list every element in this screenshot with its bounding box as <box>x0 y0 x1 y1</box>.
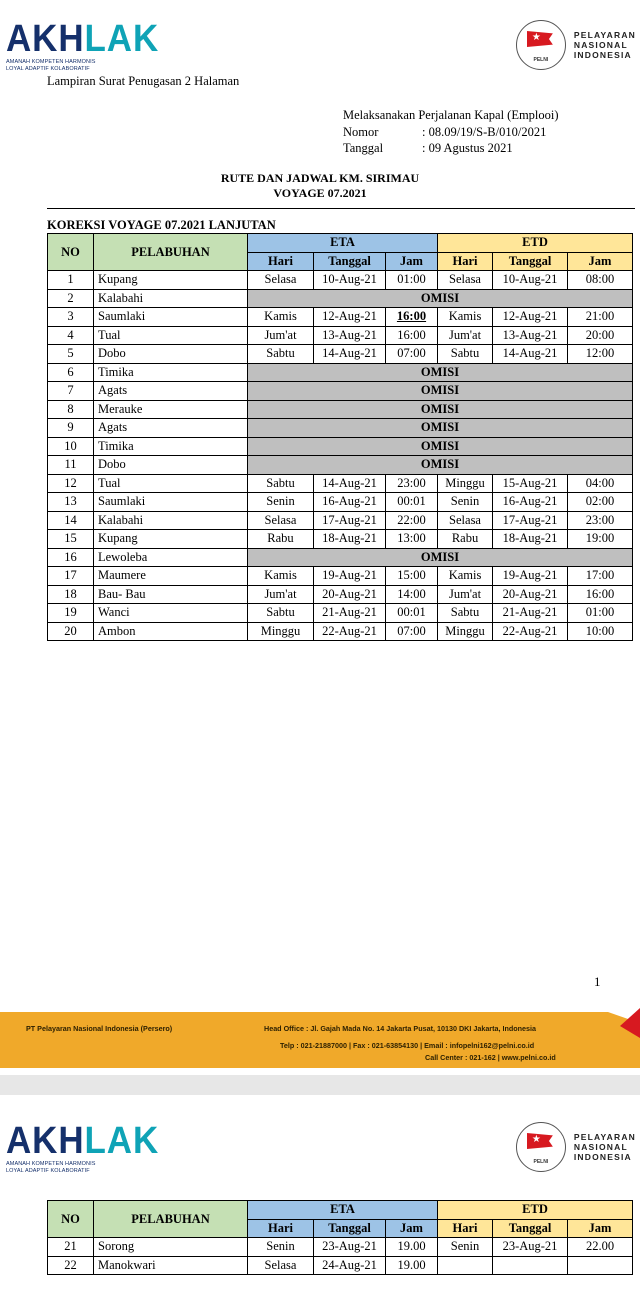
eta-hari: Senin <box>248 1238 314 1257</box>
etd-header: ETD <box>438 1201 633 1220</box>
footer-head-office: Head Office : Jl. Gajah Mada No. 14 Jakarta Pusat, 10130 DKI Jakarta, Indonesia <box>264 1024 537 1033</box>
row-port: Timika <box>94 437 248 456</box>
tanggal-value: : 09 Agustus 2021 <box>422 141 513 155</box>
table-row <box>48 326 633 345</box>
etd-hari: Minggu <box>438 622 493 641</box>
eta-tanggal: 14-Aug-21 <box>314 474 386 493</box>
etd-hari: Rabu <box>438 530 493 549</box>
eta-tanggal-header: Tanggal <box>314 252 386 271</box>
eta-tanggal: 12-Aug-21 <box>314 308 386 327</box>
title-voyage: VOYAGE 07.2021 <box>273 186 367 200</box>
eta-hari: Senin <box>248 493 314 512</box>
row-port: Dobo <box>94 456 248 475</box>
table-row <box>48 585 633 604</box>
eta-tanggal-header: Tanggal <box>314 1219 386 1238</box>
row-no: 7 <box>48 382 94 401</box>
table-row <box>48 308 633 327</box>
eta-tanggal: 10-Aug-21 <box>314 271 386 290</box>
eta-hari: Selasa <box>248 1256 314 1275</box>
etd-hari: Selasa <box>438 271 493 290</box>
divider <box>47 208 635 209</box>
eta-tanggal: 13-Aug-21 <box>314 326 386 345</box>
row-port: Kupang <box>94 271 248 290</box>
row-port: Kupang <box>94 530 248 549</box>
etd-tanggal <box>493 1256 568 1275</box>
table-row <box>48 493 633 512</box>
etd-hari-header: Hari <box>438 252 493 271</box>
eta-hari: Jum'at <box>248 326 314 345</box>
eta-jam-header: Jam <box>386 252 438 271</box>
nomor-label: Nomor <box>343 124 379 139</box>
etd-jam: 22.00 <box>568 1238 633 1257</box>
nomor-value: : 08.09/19/S-B/010/2021 <box>422 124 547 139</box>
etd-jam: 10:00 <box>568 622 633 641</box>
row-no: 5 <box>48 345 94 364</box>
eta-hari: Sabtu <box>248 345 314 364</box>
eta-tanggal: 23-Aug-21 <box>314 1238 386 1257</box>
eta-jam: 19.00 <box>386 1238 438 1257</box>
eta-jam: 22:00 <box>386 511 438 530</box>
row-no: 20 <box>48 622 94 641</box>
akhlak-subtitle-2: LOYAL ADAPTIF KOLABORATIF <box>6 1168 90 1174</box>
eta-tanggal: 16-Aug-21 <box>314 493 386 512</box>
page-number: 1 <box>594 974 601 989</box>
etd-jam: 04:00 <box>568 474 633 493</box>
etd-jam: 02:00 <box>568 493 633 512</box>
pelni-logo <box>516 20 636 70</box>
eta-jam: 01:00 <box>386 271 438 290</box>
eta-hari: Kamis <box>248 308 314 327</box>
etd-jam: 17:00 <box>568 567 633 586</box>
footer-contact: Telp : 021-21887000 | Fax : 021-63854130 | Email : infopelni162@pelni.co.id <box>280 1041 535 1050</box>
eta-jam-emphasis: 16:00 <box>396 309 427 324</box>
row-port: Agats <box>94 419 248 438</box>
etd-tanggal: 15-Aug-21 <box>493 474 568 493</box>
row-no: 9 <box>48 419 94 438</box>
etd-tanggal: 22-Aug-21 <box>493 622 568 641</box>
row-no: 4 <box>48 326 94 345</box>
akhlak-subtitle-1: AMANAH KOMPETEN HARMONIS <box>6 59 96 65</box>
etd-hari: Kamis <box>438 308 493 327</box>
row-port: Dobo <box>94 345 248 364</box>
footer-call-center: Call Center : 021-162 | www.pelni.co.id <box>425 1053 556 1062</box>
etd-jam-header: Jam <box>568 252 633 271</box>
eta-hari: Jum'at <box>248 585 314 604</box>
eta-jam: 07:00 <box>386 345 438 364</box>
row-no: 2 <box>48 289 94 308</box>
letter-meta <box>343 107 559 157</box>
document-page-2 <box>0 1095 640 1315</box>
etd-jam: 23:00 <box>568 511 633 530</box>
table-row <box>48 363 633 382</box>
omisi-cell: OMISI <box>248 289 633 308</box>
table-row <box>48 456 633 475</box>
etd-hari: Senin <box>438 493 493 512</box>
pelni-emblem-icon: ★ PELNI <box>516 20 566 70</box>
document-title <box>0 171 640 201</box>
eta-header: ETA <box>248 1201 438 1220</box>
etd-tanggal: 21-Aug-21 <box>493 604 568 623</box>
tanggal-label: Tanggal <box>343 141 384 155</box>
eta-hari: Minggu <box>248 622 314 641</box>
row-port: Maumere <box>94 567 248 586</box>
etd-jam: 19:00 <box>568 530 633 549</box>
eta-header: ETA <box>248 234 438 253</box>
row-no: 15 <box>48 530 94 549</box>
row-no: 19 <box>48 604 94 623</box>
etd-hari: Jum'at <box>438 585 493 604</box>
omisi-cell: OMISI <box>248 419 633 438</box>
eta-hari: Sabtu <box>248 474 314 493</box>
eta-jam: 15:00 <box>386 567 438 586</box>
eta-jam: 19.00 <box>386 1256 438 1275</box>
row-port: Saumlaki <box>94 493 248 512</box>
table-row <box>48 474 633 493</box>
col-no-header: NO <box>48 234 94 271</box>
omisi-cell: OMISI <box>248 400 633 419</box>
omisi-cell: OMISI <box>248 548 633 567</box>
eta-hari: Kamis <box>248 567 314 586</box>
eta-hari: Rabu <box>248 530 314 549</box>
etd-tanggal: 12-Aug-21 <box>493 308 568 327</box>
table-row <box>48 345 633 364</box>
etd-hari <box>438 1256 493 1275</box>
row-no: 10 <box>48 437 94 456</box>
eta-hari: Selasa <box>248 271 314 290</box>
table-row <box>48 1238 633 1257</box>
row-no: 6 <box>48 363 94 382</box>
row-no: 8 <box>48 400 94 419</box>
akhlak-subtitle-1: AMANAH KOMPETEN HARMONIS <box>6 1161 96 1167</box>
eta-tanggal: 19-Aug-21 <box>314 567 386 586</box>
koreksi-heading: KOREKSI VOYAGE 07.2021 LANJUTAN <box>47 218 276 232</box>
table-row <box>48 548 633 567</box>
table-row <box>48 530 633 549</box>
etd-hari: Sabtu <box>438 604 493 623</box>
omisi-cell: OMISI <box>248 437 633 456</box>
meta-title: Melaksanakan Perjalanan Kapal (Emplooi) <box>343 108 559 122</box>
eta-jam <box>386 308 438 327</box>
table-row <box>48 271 633 290</box>
eta-jam: 13:00 <box>386 530 438 549</box>
title-route: RUTE DAN JADWAL KM. SIRIMAU <box>220 171 420 185</box>
table-row <box>48 419 633 438</box>
eta-tanggal: 17-Aug-21 <box>314 511 386 530</box>
etd-jam: 21:00 <box>568 308 633 327</box>
row-no: 3 <box>48 308 94 327</box>
etd-hari: Selasa <box>438 511 493 530</box>
eta-jam: 07:00 <box>386 622 438 641</box>
schedule-table-continued <box>47 1200 633 1275</box>
eta-hari-header: Hari <box>248 252 314 271</box>
omisi-cell: OMISI <box>248 382 633 401</box>
eta-tanggal: 22-Aug-21 <box>314 622 386 641</box>
eta-tanggal: 21-Aug-21 <box>314 604 386 623</box>
eta-tanggal: 20-Aug-21 <box>314 585 386 604</box>
pelni-name: PELAYARAN NASIONAL INDONESIA <box>573 30 636 60</box>
etd-hari: Sabtu <box>438 345 493 364</box>
eta-hari: Selasa <box>248 511 314 530</box>
etd-tanggal: 16-Aug-21 <box>493 493 568 512</box>
eta-jam: 23:00 <box>386 474 438 493</box>
row-port: Kalabahi <box>94 289 248 308</box>
etd-hari: Senin <box>438 1238 493 1257</box>
eta-hari: Sabtu <box>248 604 314 623</box>
row-port: Tual <box>94 474 248 493</box>
row-port: Tual <box>94 326 248 345</box>
etd-hari: Kamis <box>438 567 493 586</box>
row-port: Bau- Bau <box>94 585 248 604</box>
row-no: 22 <box>48 1256 94 1275</box>
eta-jam: 00:01 <box>386 493 438 512</box>
akhlak-wordmark-2: AKHLAK <box>6 1120 160 1162</box>
etd-jam: 01:00 <box>568 604 633 623</box>
row-port: Timika <box>94 363 248 382</box>
etd-jam <box>568 1256 633 1275</box>
etd-tanggal: 13-Aug-21 <box>493 326 568 345</box>
row-no: 12 <box>48 474 94 493</box>
table-row <box>48 382 633 401</box>
etd-tanggal: 17-Aug-21 <box>493 511 568 530</box>
row-no: 17 <box>48 567 94 586</box>
table-row <box>48 400 633 419</box>
row-no: 11 <box>48 456 94 475</box>
etd-tanggal-header: Tanggal <box>493 1219 568 1238</box>
eta-jam: 16:00 <box>386 326 438 345</box>
etd-hari: Jum'at <box>438 326 493 345</box>
schedule-table <box>47 233 633 641</box>
col-pelabuhan-header: PELABUHAN <box>94 234 248 271</box>
pelni-name: PELAYARAN NASIONAL INDONESIA <box>573 1132 636 1162</box>
etd-jam-header: Jam <box>568 1219 633 1238</box>
row-port: Manokwari <box>94 1256 248 1275</box>
etd-jam: 12:00 <box>568 345 633 364</box>
eta-jam: 14:00 <box>386 585 438 604</box>
eta-jam-header: Jam <box>386 1219 438 1238</box>
etd-jam: 20:00 <box>568 326 633 345</box>
akhlak-logo-2 <box>6 1122 172 1175</box>
row-no: 16 <box>48 548 94 567</box>
etd-tanggal: 23-Aug-21 <box>493 1238 568 1257</box>
eta-tanggal: 18-Aug-21 <box>314 530 386 549</box>
eta-jam: 00:01 <box>386 604 438 623</box>
etd-tanggal: 20-Aug-21 <box>493 585 568 604</box>
row-no: 14 <box>48 511 94 530</box>
etd-tanggal: 10-Aug-21 <box>493 271 568 290</box>
row-no: 18 <box>48 585 94 604</box>
col-pelabuhan-header: PELABUHAN <box>94 1201 248 1238</box>
eta-tanggal: 14-Aug-21 <box>314 345 386 364</box>
etd-tanggal: 19-Aug-21 <box>493 567 568 586</box>
letterhead-footer <box>0 1008 640 1070</box>
omisi-cell: OMISI <box>248 456 633 475</box>
table-row <box>48 1256 633 1275</box>
akhlak-wordmark: AKHLAK <box>6 18 160 60</box>
pelni-emblem-icon: ★ PELNI <box>516 1122 566 1172</box>
etd-header: ETD <box>438 234 633 253</box>
row-no: 13 <box>48 493 94 512</box>
table-row <box>48 437 633 456</box>
eta-hari-header: Hari <box>248 1219 314 1238</box>
etd-jam: 08:00 <box>568 271 633 290</box>
etd-jam: 16:00 <box>568 585 633 604</box>
akhlak-logo <box>6 20 172 73</box>
page-gap <box>0 1075 640 1095</box>
etd-hari-header: Hari <box>438 1219 493 1238</box>
row-port: Lewoleba <box>94 548 248 567</box>
table-row <box>48 567 633 586</box>
footer-company: PT Pelayaran Nasional Indonesia (Persero) <box>26 1024 173 1033</box>
table-row <box>48 511 633 530</box>
pelni-logo-2 <box>516 1122 636 1172</box>
table-row <box>48 289 633 308</box>
etd-tanggal: 14-Aug-21 <box>493 345 568 364</box>
table-row <box>48 604 633 623</box>
etd-hari: Minggu <box>438 474 493 493</box>
omisi-cell: OMISI <box>248 363 633 382</box>
lampiran-text: Lampiran Surat Penugasan 2 Halaman <box>47 74 240 88</box>
row-port: Kalabahi <box>94 511 248 530</box>
row-port: Wanci <box>94 604 248 623</box>
row-no: 1 <box>48 271 94 290</box>
row-port: Agats <box>94 382 248 401</box>
table-row <box>48 622 633 641</box>
row-port: Sorong <box>94 1238 248 1257</box>
row-port: Saumlaki <box>94 308 248 327</box>
etd-tanggal-header: Tanggal <box>493 252 568 271</box>
row-port: Merauke <box>94 400 248 419</box>
etd-tanggal: 18-Aug-21 <box>493 530 568 549</box>
row-no: 21 <box>48 1238 94 1257</box>
col-no-header: NO <box>48 1201 94 1238</box>
akhlak-subtitle-2: LOYAL ADAPTIF KOLABORATIF <box>6 66 90 72</box>
eta-tanggal: 24-Aug-21 <box>314 1256 386 1275</box>
row-port: Ambon <box>94 622 248 641</box>
